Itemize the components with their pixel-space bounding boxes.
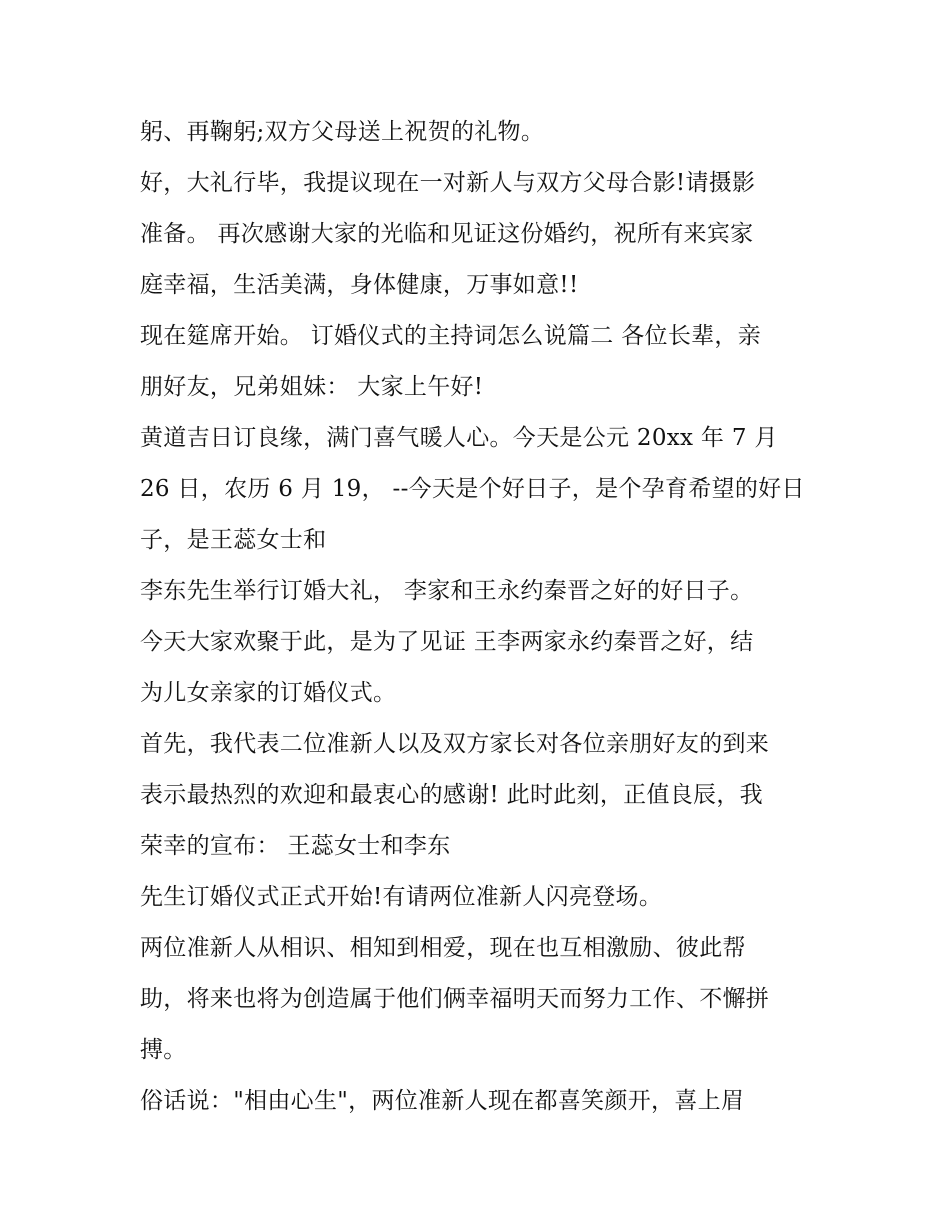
text-line: 躬、再鞠躬;双方父母送上祝贺的礼物。 [140, 119, 545, 145]
text-line: 先生订婚仪式正式开始!有请两位准新人闪亮登场。 [140, 884, 663, 910]
text-line: 两位准新人从相识、相知到相爱，现在也互相激励、彼此帮 [140, 935, 746, 961]
text-line: 俗话说："相由心生"，两位准新人现在都喜笑颜开，喜上眉 [140, 1088, 745, 1114]
text-line: 好，大礼行毕，我提议现在一对新人与双方父母合影!请摄影 [140, 170, 756, 196]
text-line: 表示最热烈的欢迎和最衷心的感谢! 此时此刻，正值良辰，我 [140, 782, 763, 808]
text-line: 荣幸的宣布： 王蕊女士和李东 [140, 833, 451, 859]
text-line: 今天大家欢聚于此，是为了见证 王李两家永约秦晋之好，结 [140, 629, 754, 655]
text-line: 朋好友，兄弟姐妹： 大家上午好! [140, 374, 484, 400]
text-line: 准备。 再次感谢大家的光临和见证这份婚约，祝所有来宾家 [140, 221, 754, 247]
text-line: 黄道吉日订良缘，满门喜气暖人心。今天是公元 20xx 年 7 月 [140, 425, 778, 451]
text-line: 子，是王蕊女士和 [140, 527, 327, 553]
text-line: 助，将来也将为创造属于他们俩幸福明天而努力工作、不懈拼 [140, 986, 770, 1012]
text-line: 现在筵席开始。 订婚仪式的主持词怎么说篇二 各位长辈，亲 [140, 323, 762, 349]
text-line: 首先，我代表二位准新人以及双方家长对各位亲朋好友的到来 [140, 731, 770, 757]
text-line: 李东先生举行订婚大礼， 李家和王永约秦晋之好的好日子。 [140, 578, 754, 604]
text-line: 为儿女亲家的订婚仪式。 [140, 680, 397, 706]
text-line: 搏。 [140, 1037, 187, 1063]
text-line: 26 日，农历 6 月 19， --今天是个好日子，是个孕育希望的好日 [140, 476, 805, 502]
text-line: 庭幸福，生活美满，身体健康，万事如意!! [140, 272, 579, 298]
document-body [140, 107, 840, 1127]
